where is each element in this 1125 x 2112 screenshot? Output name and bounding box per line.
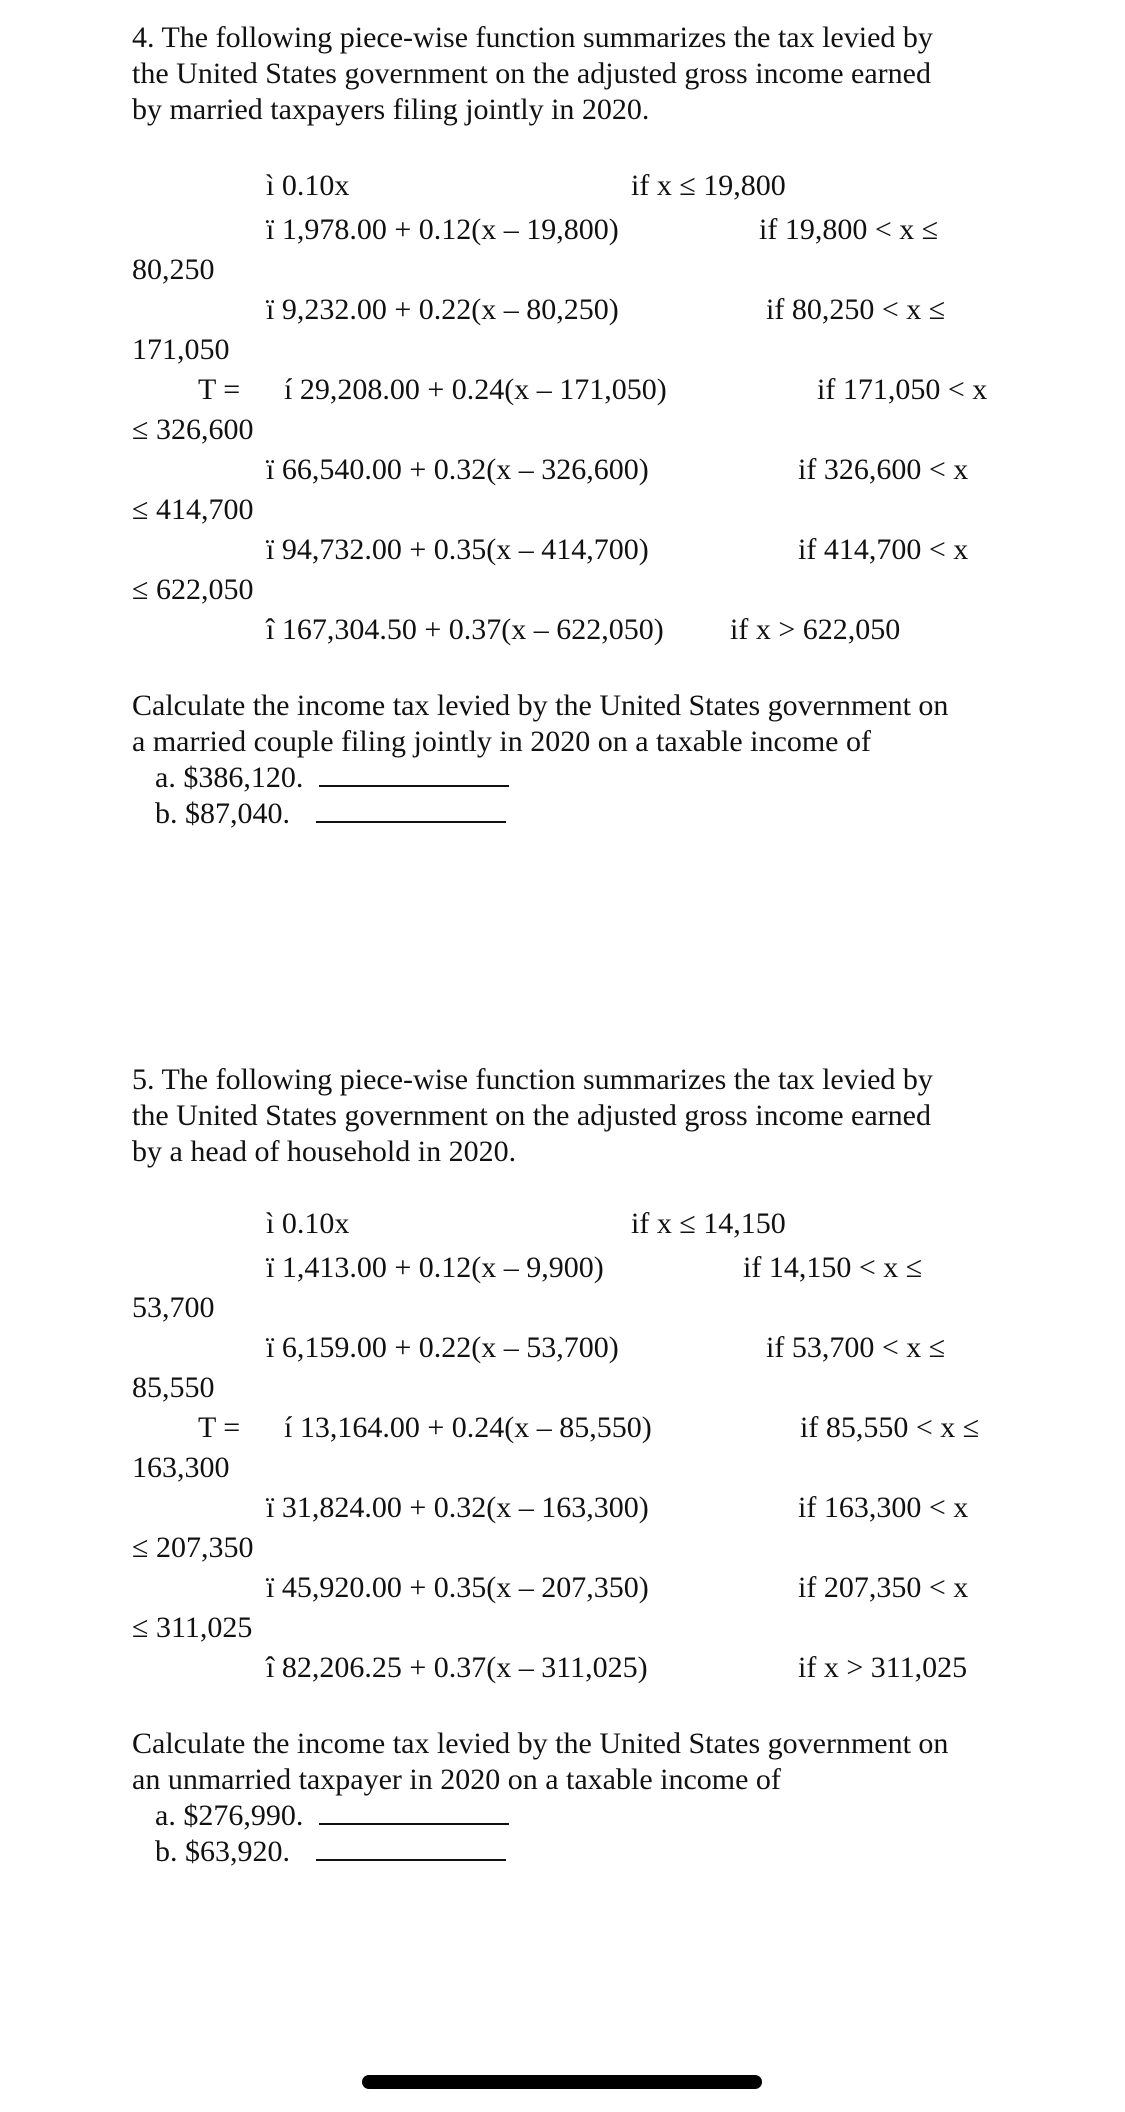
p5-wrapped-bound: 85,550	[132, 1371, 215, 1404]
p4-formula-6: ï 94,732.00 + 0.35(x – 414,700)	[266, 533, 649, 566]
problem-4-question-line: Calculate the income tax levied by the United States government on	[132, 689, 949, 722]
p5-part-b	[155, 1834, 506, 1870]
problem-5-question-line: Calculate the income tax levied by the United States government on	[132, 1727, 949, 1760]
p4-condition-1: if x ≤ 19,800	[631, 169, 786, 202]
p5-part-b-answer-blank[interactable]	[316, 1835, 506, 1861]
p4-wrapped-bound: 171,050	[132, 333, 230, 366]
p4-wrapped-bound: 80,250	[132, 253, 215, 286]
p5-condition-6: if 207,350 < x	[798, 1571, 969, 1604]
p5-wrapped-bound: ≤ 311,025	[132, 1611, 253, 1644]
p5-formula-1: ì 0.10x	[266, 1207, 350, 1240]
problem-4-question-line: a married couple filing jointly in 2020 on a taxable income of	[132, 725, 871, 758]
p5-condition-1: if x ≤ 14,150	[631, 1207, 786, 1240]
p4-formula-2: ï 1,978.00 + 0.12(x – 19,800)	[266, 213, 619, 246]
p4-condition-5: if 326,600 < x	[798, 453, 969, 486]
p4-part-b	[155, 796, 506, 832]
p4-condition-7: if x > 622,050	[730, 613, 901, 646]
problem-5-question-line: an unmarried taxpayer in 2020 on a taxable income of	[132, 1763, 781, 1796]
p4-part-a-label: a. $386,120.	[155, 761, 304, 794]
p5-part-a	[155, 1798, 509, 1834]
p4-condition-4: if 171,050 < x	[817, 373, 988, 406]
problem-4-intro-line: 4. The following piece-wise function summarizes the tax levied by	[132, 21, 933, 54]
p5-wrapped-bound: 163,300	[132, 1451, 230, 1484]
p4-wrapped-bound: ≤ 414,700	[132, 493, 254, 526]
p4-part-b-answer-blank[interactable]	[316, 797, 506, 823]
p4-formula-1: ì 0.10x	[266, 169, 350, 202]
problem-4-question	[132, 688, 1032, 760]
p4-formula-4: í 29,208.00 + 0.24(x – 171,050)	[284, 373, 667, 406]
p4-part-a	[155, 760, 509, 796]
home-indicator[interactable]	[362, 2075, 762, 2089]
p4-formula-7: î 167,304.50 + 0.37(x – 622,050)	[266, 613, 664, 646]
problem-4-intro-line: the United States government on the adjusted gross income earned	[132, 57, 931, 90]
p5-part-a-answer-blank[interactable]	[319, 1799, 509, 1825]
p5-formula-2: ï 1,413.00 + 0.12(x – 9,900)	[266, 1251, 604, 1284]
p5-part-a-label: a. $276,990.	[155, 1799, 304, 1832]
problem-4-intro-line: by married taxpayers filing jointly in 2020.	[132, 93, 650, 126]
p5-wrapped-bound: 53,700	[132, 1291, 215, 1324]
p4-part-b-label: b. $87,040.	[155, 797, 290, 830]
p5-formula-6: ï 45,920.00 + 0.35(x – 207,350)	[266, 1571, 649, 1604]
p4-wrapped-bound: ≤ 326,600	[132, 413, 254, 446]
p5-wrapped-bound: ≤ 207,350	[132, 1531, 254, 1564]
p4-condition-3: if 80,250 < x ≤	[766, 293, 946, 326]
problem-5-intro-line: by a head of household in 2020.	[132, 1135, 517, 1168]
p5-function-label: T =	[198, 1411, 241, 1444]
problem-5-intro-line: 5. The following piece-wise function summarizes the tax levied by	[132, 1063, 933, 1096]
p5-condition-4: if 85,550 < x ≤	[800, 1411, 980, 1444]
problem-5-intro	[132, 1062, 1032, 1170]
p4-wrapped-bound: ≤ 622,050	[132, 573, 254, 606]
p5-part-b-label: b. $63,920.	[155, 1835, 290, 1868]
problem-4-intro	[132, 20, 1032, 128]
p4-condition-6: if 414,700 < x	[798, 533, 969, 566]
p5-condition-3: if 53,700 < x ≤	[766, 1331, 946, 1364]
p5-formula-3: ï 6,159.00 + 0.22(x – 53,700)	[266, 1331, 619, 1364]
p5-condition-2: if 14,150 < x ≤	[743, 1251, 923, 1284]
p5-condition-5: if 163,300 < x	[798, 1491, 969, 1524]
p4-condition-2: if 19,800 < x ≤	[759, 213, 939, 246]
problem-5-intro-line: the United States government on the adjusted gross income earned	[132, 1099, 931, 1132]
p4-function-label: T =	[198, 373, 241, 406]
p4-part-a-answer-blank[interactable]	[319, 761, 509, 787]
p4-formula-3: ï 9,232.00 + 0.22(x – 80,250)	[266, 293, 619, 326]
p5-formula-4: í 13,164.00 + 0.24(x – 85,550)	[284, 1411, 652, 1444]
p4-formula-5: ï 66,540.00 + 0.32(x – 326,600)	[266, 453, 649, 486]
p5-condition-7: if x > 311,025	[798, 1651, 968, 1684]
problem-5-question	[132, 1726, 1032, 1798]
p5-formula-5: ï 31,824.00 + 0.32(x – 163,300)	[266, 1491, 649, 1524]
p5-formula-7: î 82,206.25 + 0.37(x – 311,025)	[266, 1651, 648, 1684]
